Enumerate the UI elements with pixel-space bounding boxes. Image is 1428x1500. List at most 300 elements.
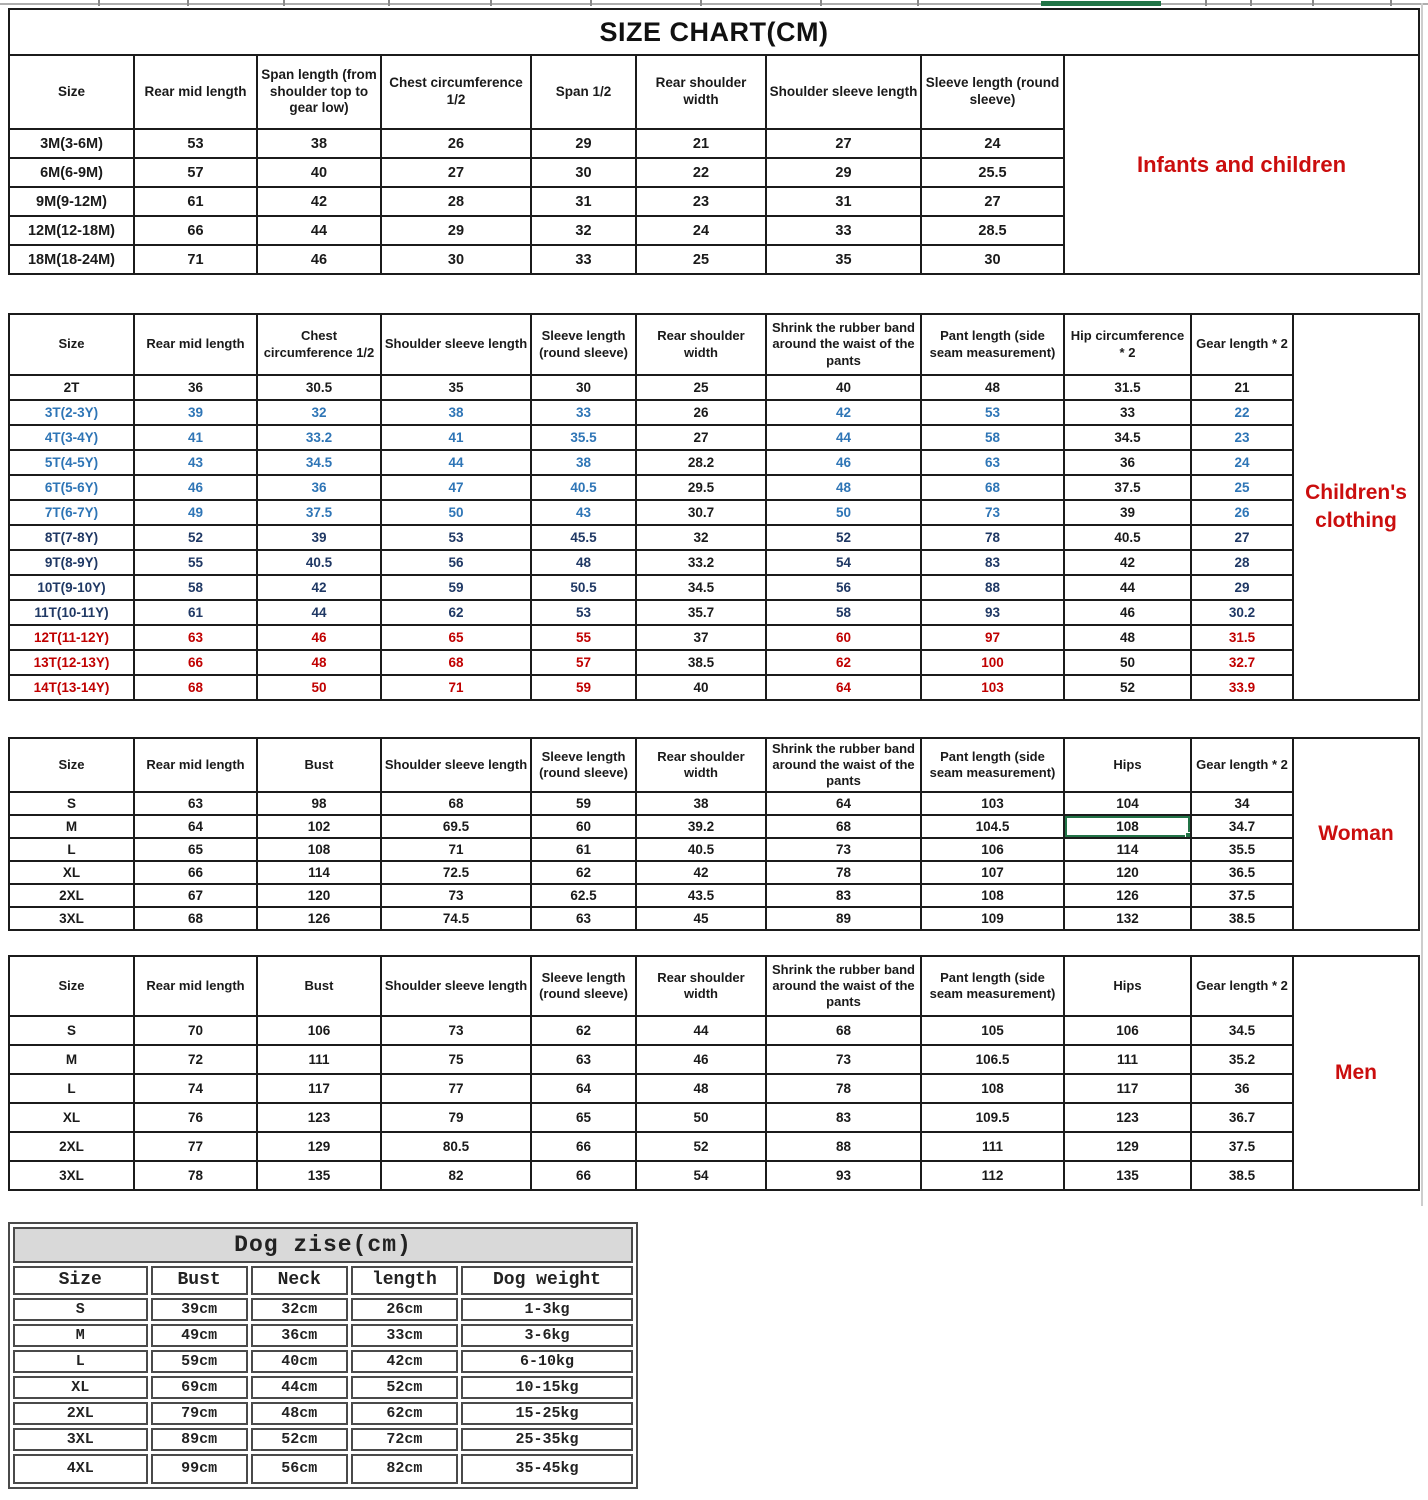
value-cell: 24 xyxy=(1191,450,1293,475)
table-row xyxy=(9,1074,1419,1103)
column-header: Hip circumference * 2 xyxy=(1064,314,1191,375)
value-cell: 63 xyxy=(921,450,1064,475)
size-cell: M xyxy=(9,815,134,838)
value-cell: 37.5 xyxy=(1191,1132,1293,1161)
value-cell: 120 xyxy=(257,884,381,907)
size-cell: 6M(6-9M) xyxy=(9,158,134,187)
value-cell: 71 xyxy=(381,675,531,700)
value-cell: 27 xyxy=(1191,525,1293,550)
column-header: Rear mid length xyxy=(134,55,257,129)
table-row xyxy=(9,1016,1419,1045)
column-header: Sleeve length (round sleeve) xyxy=(531,738,636,792)
value-cell: 35.5 xyxy=(531,425,636,450)
value-cell: 33.2 xyxy=(636,550,766,575)
value-cell: 50 xyxy=(381,500,531,525)
value-cell: 39 xyxy=(257,525,381,550)
value-cell: 45.5 xyxy=(531,525,636,550)
value-cell: 44 xyxy=(257,600,381,625)
value-cell: 69.5 xyxy=(381,815,531,838)
value-cell: 38 xyxy=(531,450,636,475)
size-chart-title: SIZE CHART(CM) xyxy=(8,8,1420,56)
size-cell: S xyxy=(13,1298,148,1321)
value-cell: 34.7 xyxy=(1191,815,1293,838)
value-cell: 68 xyxy=(134,907,257,930)
column-tick xyxy=(490,0,492,6)
table-title: Dog zise(cm) xyxy=(13,1227,633,1263)
value-cell: 33 xyxy=(1064,400,1191,425)
value-cell: 23 xyxy=(1191,425,1293,450)
value-cell: 44cm xyxy=(251,1376,348,1399)
value-cell: 6-10kg xyxy=(461,1350,633,1373)
value-cell: 38.5 xyxy=(1191,1161,1293,1190)
value-cell: 30 xyxy=(531,158,636,187)
column-header: Rear mid length xyxy=(134,956,257,1016)
size-cell: XL xyxy=(9,861,134,884)
value-cell: 56 xyxy=(381,550,531,575)
section-label: Woman xyxy=(1293,738,1419,930)
value-cell: 114 xyxy=(257,861,381,884)
value-cell: 30.7 xyxy=(636,500,766,525)
size-cell: M xyxy=(9,1045,134,1074)
value-cell: 66 xyxy=(531,1132,636,1161)
value-cell: 53 xyxy=(531,600,636,625)
column-tick xyxy=(1390,0,1392,6)
column-header: Hips xyxy=(1064,738,1191,792)
size-cell: 8T(7-8Y) xyxy=(9,525,134,550)
column-header: Size xyxy=(13,1266,148,1295)
value-cell: 135 xyxy=(257,1161,381,1190)
value-cell: 74 xyxy=(134,1074,257,1103)
size-cell: 12T(11-12Y) xyxy=(9,625,134,650)
value-cell: 31.5 xyxy=(1191,625,1293,650)
value-cell: 52cm xyxy=(351,1376,458,1399)
value-cell: 71 xyxy=(134,245,257,274)
value-cell: 24 xyxy=(636,216,766,245)
value-cell: 123 xyxy=(257,1103,381,1132)
value-cell: 52 xyxy=(1064,675,1191,700)
size-cell: 2XL xyxy=(13,1402,148,1425)
size-cell: 4T(3-4Y) xyxy=(9,425,134,450)
value-cell: 68 xyxy=(766,815,921,838)
value-cell: 30.2 xyxy=(1191,600,1293,625)
value-cell: 59cm xyxy=(151,1350,248,1373)
value-cell: 42 xyxy=(1064,550,1191,575)
header-row xyxy=(13,1266,633,1295)
value-cell: 35 xyxy=(766,245,921,274)
table-row xyxy=(9,450,1419,475)
column-header: Sleeve length (round sleeve) xyxy=(531,314,636,375)
table-row xyxy=(9,625,1419,650)
value-cell: 80.5 xyxy=(381,1132,531,1161)
column-header: Gear length * 2 xyxy=(1191,738,1293,792)
value-cell: 106 xyxy=(257,1016,381,1045)
value-cell: 46 xyxy=(766,450,921,475)
size-cell: 7T(6-7Y) xyxy=(9,500,134,525)
table-row xyxy=(9,475,1419,500)
value-cell: 35.5 xyxy=(1191,838,1293,861)
table-row xyxy=(9,650,1419,675)
value-cell: 40.5 xyxy=(1064,525,1191,550)
value-cell: 71 xyxy=(381,838,531,861)
column-header: Size xyxy=(9,956,134,1016)
value-cell: 50 xyxy=(766,500,921,525)
value-cell: 53 xyxy=(381,525,531,550)
value-cell: 25 xyxy=(636,375,766,400)
value-cell: 35-45kg xyxy=(461,1454,633,1484)
column-header: Sleeve length (round sleeve) xyxy=(531,956,636,1016)
value-cell: 72 xyxy=(134,1045,257,1074)
value-cell: 36 xyxy=(257,475,381,500)
value-cell: 33 xyxy=(531,245,636,274)
value-cell: 40.5 xyxy=(531,475,636,500)
table-row xyxy=(9,1045,1419,1074)
value-cell: 25.5 xyxy=(921,158,1064,187)
size-cell: S xyxy=(9,1016,134,1045)
value-cell: 58 xyxy=(766,600,921,625)
value-cell: 23 xyxy=(636,187,766,216)
value-cell: 103 xyxy=(921,675,1064,700)
value-cell: 46 xyxy=(257,625,381,650)
value-cell: 73 xyxy=(921,500,1064,525)
value-cell: 68 xyxy=(921,475,1064,500)
column-tick xyxy=(820,0,822,6)
size-cell: 3XL xyxy=(9,1161,134,1190)
size-cell: 10T(9-10Y) xyxy=(9,575,134,600)
sheet-right-gridline xyxy=(1421,3,1423,1206)
value-cell: 75 xyxy=(381,1045,531,1074)
value-cell: 73 xyxy=(381,1016,531,1045)
value-cell: 102 xyxy=(257,815,381,838)
value-cell: 39 xyxy=(1064,500,1191,525)
value-cell: 36.5 xyxy=(1191,861,1293,884)
size-cell: L xyxy=(9,1074,134,1103)
value-cell: 38 xyxy=(381,400,531,425)
value-cell: 83 xyxy=(766,1103,921,1132)
value-cell: 123 xyxy=(1064,1103,1191,1132)
value-cell: 36.7 xyxy=(1191,1103,1293,1132)
value-cell: 47 xyxy=(381,475,531,500)
value-cell: 34.5 xyxy=(636,575,766,600)
value-cell: 34 xyxy=(1191,792,1293,815)
value-cell: 88 xyxy=(766,1132,921,1161)
value-cell: 43 xyxy=(531,500,636,525)
value-cell: 89cm xyxy=(151,1428,248,1451)
column-header: Shoulder sleeve length xyxy=(381,738,531,792)
value-cell: 59 xyxy=(381,575,531,600)
column-header: Rear shoulder width xyxy=(636,314,766,375)
value-cell: 42 xyxy=(257,575,381,600)
value-cell: 50 xyxy=(1064,650,1191,675)
table-row xyxy=(9,815,1419,838)
value-cell: 34.5 xyxy=(1064,425,1191,450)
value-cell: 31 xyxy=(766,187,921,216)
value-cell: 82 xyxy=(381,1161,531,1190)
table-row xyxy=(13,1402,633,1425)
value-cell: 106.5 xyxy=(921,1045,1064,1074)
value-cell: 111 xyxy=(921,1132,1064,1161)
value-cell: 30 xyxy=(531,375,636,400)
value-cell: 36 xyxy=(134,375,257,400)
value-cell: 32.7 xyxy=(1191,650,1293,675)
value-cell: 66 xyxy=(134,650,257,675)
value-cell: 104.5 xyxy=(921,815,1064,838)
table-row xyxy=(9,525,1419,550)
column-header: Dog weight xyxy=(461,1266,633,1295)
column-header: Shoulder sleeve length xyxy=(766,55,921,129)
value-cell: 68 xyxy=(381,650,531,675)
value-cell: 61 xyxy=(531,838,636,861)
size-cell: 2T xyxy=(9,375,134,400)
value-cell: 40.5 xyxy=(257,550,381,575)
spreadsheet-top-edge xyxy=(0,3,1428,5)
value-cell: 58 xyxy=(921,425,1064,450)
title-row xyxy=(13,1227,633,1263)
size-cell: XL xyxy=(13,1376,148,1399)
column-header: Shrink the rubber band around the waist of the pants xyxy=(766,738,921,792)
column-header: Rear mid length xyxy=(134,314,257,375)
column-header: Span 1/2 xyxy=(531,55,636,129)
value-cell: 77 xyxy=(134,1132,257,1161)
value-cell: 26 xyxy=(1191,500,1293,525)
value-cell: 56cm xyxy=(251,1454,348,1484)
value-cell: 32 xyxy=(531,216,636,245)
value-cell: 114 xyxy=(1064,838,1191,861)
value-cell: 30 xyxy=(381,245,531,274)
value-cell: 93 xyxy=(766,1161,921,1190)
column-header: Size xyxy=(9,314,134,375)
size-cell: S xyxy=(9,792,134,815)
value-cell: 28.5 xyxy=(921,216,1064,245)
value-cell: 40cm xyxy=(251,1350,348,1373)
value-cell: 37.5 xyxy=(1191,884,1293,907)
column-tick xyxy=(98,0,100,6)
column-tick xyxy=(700,0,702,6)
header-row xyxy=(9,956,1419,1016)
value-cell: 46 xyxy=(636,1045,766,1074)
value-cell: 46 xyxy=(134,475,257,500)
header-row xyxy=(9,55,1419,129)
value-cell: 32cm xyxy=(251,1298,348,1321)
table-row xyxy=(13,1376,633,1399)
column-header: length xyxy=(351,1266,458,1295)
value-cell: 22 xyxy=(636,158,766,187)
value-cell: 74.5 xyxy=(381,907,531,930)
value-cell: 62 xyxy=(381,600,531,625)
value-cell: 29 xyxy=(1191,575,1293,600)
value-cell: 99cm xyxy=(151,1454,248,1484)
table-row xyxy=(9,838,1419,861)
value-cell: 42 xyxy=(636,861,766,884)
table-row xyxy=(13,1324,633,1347)
column-header: Shrink the rubber band around the waist of the pants xyxy=(766,956,921,1016)
value-cell: 103 xyxy=(921,792,1064,815)
value-cell: 89 xyxy=(766,907,921,930)
column-tick xyxy=(1250,0,1252,6)
value-cell: 68 xyxy=(381,792,531,815)
value-cell: 21 xyxy=(636,129,766,158)
value-cell: 57 xyxy=(531,650,636,675)
value-cell: 37.5 xyxy=(257,500,381,525)
table-row xyxy=(9,550,1419,575)
children-size-table xyxy=(8,313,1420,701)
value-cell: 30 xyxy=(921,245,1064,274)
value-cell: 54 xyxy=(636,1161,766,1190)
value-cell: 76 xyxy=(134,1103,257,1132)
value-cell: 53 xyxy=(134,129,257,158)
value-cell: 79cm xyxy=(151,1402,248,1425)
size-cell: 3T(2-3Y) xyxy=(9,400,134,425)
column-header: Bust xyxy=(151,1266,248,1295)
value-cell: 67 xyxy=(134,884,257,907)
column-header: Rear shoulder width xyxy=(636,738,766,792)
value-cell: 83 xyxy=(921,550,1064,575)
column-header: Gear length * 2 xyxy=(1191,956,1293,1016)
table-row xyxy=(9,907,1419,930)
value-cell: 73 xyxy=(766,838,921,861)
value-cell: 21 xyxy=(1191,375,1293,400)
value-cell: 31.5 xyxy=(1064,375,1191,400)
value-cell: 68 xyxy=(766,1016,921,1045)
value-cell: 37 xyxy=(636,625,766,650)
value-cell: 68 xyxy=(134,675,257,700)
value-cell: 61 xyxy=(134,600,257,625)
table-row xyxy=(13,1428,633,1451)
value-cell: 108 xyxy=(257,838,381,861)
value-cell: 29 xyxy=(381,216,531,245)
value-cell: 27 xyxy=(636,425,766,450)
column-header: Chest circumference 1/2 xyxy=(381,55,531,129)
dog-size-table xyxy=(8,1222,638,1489)
column-header: Rear mid length xyxy=(134,738,257,792)
column-header: Hips xyxy=(1064,956,1191,1016)
column-tick xyxy=(1312,0,1314,6)
value-cell: 1-3kg xyxy=(461,1298,633,1321)
value-cell: 41 xyxy=(134,425,257,450)
size-cell: 2XL xyxy=(9,884,134,907)
value-cell: 40 xyxy=(636,675,766,700)
column-header: Pant length (side seam measurement) xyxy=(921,314,1064,375)
value-cell: 44 xyxy=(766,425,921,450)
size-cell: 3XL xyxy=(13,1428,148,1451)
column-tick xyxy=(1205,0,1207,6)
value-cell: 36 xyxy=(1064,450,1191,475)
value-cell: 70 xyxy=(134,1016,257,1045)
value-cell: 49 xyxy=(134,500,257,525)
value-cell: 30.5 xyxy=(257,375,381,400)
table-row xyxy=(9,500,1419,525)
value-cell: 40 xyxy=(766,375,921,400)
column-tick xyxy=(388,0,390,6)
value-cell: 36 xyxy=(1191,1074,1293,1103)
selected-cell[interactable]: 108 xyxy=(1064,815,1191,838)
value-cell: 42 xyxy=(766,400,921,425)
column-header: Shrink the rubber band around the waist of the pants xyxy=(766,314,921,375)
column-header: Bust xyxy=(257,738,381,792)
table-row xyxy=(9,375,1419,400)
value-cell: 35.7 xyxy=(636,600,766,625)
value-cell: 69cm xyxy=(151,1376,248,1399)
value-cell: 108 xyxy=(921,1074,1064,1103)
value-cell: 45 xyxy=(636,907,766,930)
value-cell: 66 xyxy=(531,1161,636,1190)
value-cell: 111 xyxy=(257,1045,381,1074)
value-cell: 10-15kg xyxy=(461,1376,633,1399)
table-row xyxy=(13,1350,633,1373)
value-cell: 26cm xyxy=(351,1298,458,1321)
value-cell: 82cm xyxy=(351,1454,458,1484)
value-cell: 39cm xyxy=(151,1298,248,1321)
value-cell: 60 xyxy=(531,815,636,838)
column-header: Pant length (side seam measurement) xyxy=(921,956,1064,1016)
value-cell: 26 xyxy=(381,129,531,158)
value-cell: 63 xyxy=(531,1045,636,1074)
value-cell: 88 xyxy=(921,575,1064,600)
size-cell: 3XL xyxy=(9,907,134,930)
size-cell: 2XL xyxy=(9,1132,134,1161)
value-cell: 77 xyxy=(381,1074,531,1103)
value-cell: 48 xyxy=(921,375,1064,400)
value-cell: 29.5 xyxy=(636,475,766,500)
value-cell: 83 xyxy=(766,884,921,907)
value-cell: 55 xyxy=(134,550,257,575)
value-cell: 29 xyxy=(766,158,921,187)
value-cell: 53 xyxy=(921,400,1064,425)
size-cell: 5T(4-5Y) xyxy=(9,450,134,475)
value-cell: 78 xyxy=(766,861,921,884)
value-cell: 48 xyxy=(636,1074,766,1103)
value-cell: 33.9 xyxy=(1191,675,1293,700)
value-cell: 38.5 xyxy=(636,650,766,675)
size-cell: 12M(12-18M) xyxy=(9,216,134,245)
value-cell: 27 xyxy=(381,158,531,187)
value-cell: 35 xyxy=(381,375,531,400)
value-cell: 62 xyxy=(766,650,921,675)
column-header: Sleeve length (round sleeve) xyxy=(921,55,1064,129)
value-cell: 24 xyxy=(921,129,1064,158)
value-cell: 79 xyxy=(381,1103,531,1132)
value-cell: 62 xyxy=(531,861,636,884)
size-cell: 11T(10-11Y) xyxy=(9,600,134,625)
size-cell: L xyxy=(9,838,134,861)
column-header: Rear shoulder width xyxy=(636,956,766,1016)
value-cell: 25 xyxy=(636,245,766,274)
value-cell: 52 xyxy=(636,1132,766,1161)
value-cell: 41 xyxy=(381,425,531,450)
value-cell: 62cm xyxy=(351,1402,458,1425)
value-cell: 48 xyxy=(1064,625,1191,650)
value-cell: 120 xyxy=(1064,861,1191,884)
column-header: Gear length * 2 xyxy=(1191,314,1293,375)
value-cell: 33 xyxy=(531,400,636,425)
column-header: Span length (from shoulder top to gear low) xyxy=(257,55,381,129)
value-cell: 39.2 xyxy=(636,815,766,838)
size-cell: 4XL xyxy=(13,1454,148,1484)
value-cell: 42 xyxy=(257,187,381,216)
value-cell: 59 xyxy=(531,792,636,815)
value-cell: 44 xyxy=(381,450,531,475)
column-header: Rear shoulder width xyxy=(636,55,766,129)
table-row xyxy=(13,1454,633,1484)
value-cell: 117 xyxy=(1064,1074,1191,1103)
value-cell: 56 xyxy=(766,575,921,600)
column-header: Neck xyxy=(251,1266,348,1295)
column-header: Pant length (side seam measurement) xyxy=(921,738,1064,792)
column-header: Shoulder sleeve length xyxy=(381,314,531,375)
value-cell: 26 xyxy=(636,400,766,425)
value-cell: 40.5 xyxy=(636,838,766,861)
value-cell: 34.5 xyxy=(1191,1016,1293,1045)
value-cell: 31 xyxy=(531,187,636,216)
